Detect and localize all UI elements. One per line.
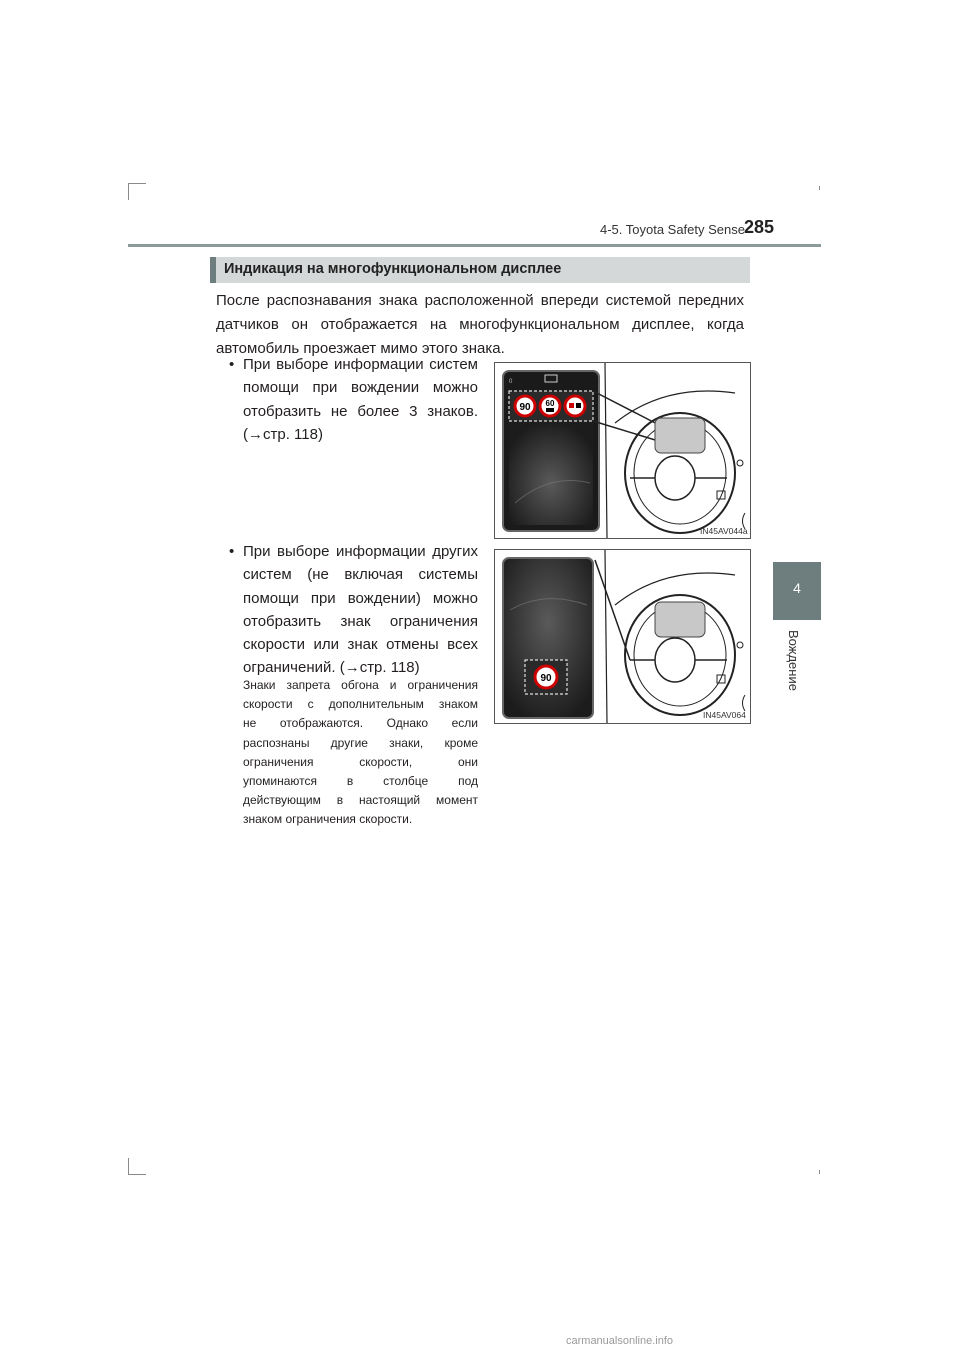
watermark: carmanualsonline.info	[566, 1335, 674, 1347]
section-title-bar	[210, 257, 750, 283]
crop-mark-bottom-left-h	[128, 1174, 146, 1175]
figure-single-sign-display	[494, 549, 751, 724]
intro-paragraph	[216, 289, 744, 361]
intro-line: После распознавания знака расположенной впереди системой передних	[216, 292, 744, 309]
section-title: Индикация на многофункциональном дисплее	[224, 261, 562, 277]
bullet-line: систем (не включая системы	[243, 566, 478, 584]
note-line: ограничения скорости, они	[243, 754, 478, 769]
note-line: не отображаются. Однако если	[243, 716, 478, 731]
bullet-line: помощи при вождении) можно	[243, 589, 478, 607]
intro-line: датчиков он отображается на многофункциональном дисплее, когда	[216, 316, 744, 333]
crop-mark-top-right	[819, 186, 820, 190]
chapter-number: 4	[793, 580, 801, 596]
dashboard-illustration-2	[495, 550, 750, 723]
sign-value: 90	[540, 673, 552, 684]
crop-mark-bottom-right	[819, 1170, 820, 1174]
page-number: 285	[744, 217, 775, 237]
figure-code: IN45AV064	[703, 710, 746, 720]
note-line: знаком ограничения скорости.	[243, 812, 413, 827]
intro-line: автомобиль проезжает мимо этого знака.	[216, 340, 505, 357]
bullet-item-2	[229, 540, 478, 680]
note-line: распознаны другие знаки, кроме	[243, 735, 478, 750]
note-line: упоминаются в столбце под	[243, 774, 478, 789]
crop-mark-top-left-v	[128, 183, 129, 200]
header-rule	[128, 244, 821, 247]
crop-mark-top-left-h	[128, 183, 146, 184]
bullet-line: отобразить не более 3 знаков.	[243, 402, 478, 420]
figure-code: IN45AV044a	[700, 526, 748, 536]
bullet-line: помощи при вождении можно	[243, 379, 478, 397]
bullet-line: отобразить знак ограничения	[243, 612, 478, 630]
sign-value: 60	[545, 399, 555, 408]
figure-multi-sign-display	[494, 362, 751, 539]
no-overtaking-sign-icon	[565, 396, 585, 416]
bullet-marker: •	[229, 356, 235, 373]
svg-text:0: 0	[509, 379, 513, 385]
note-line: действующим в настоящий момент	[243, 793, 478, 808]
chapter-label	[783, 630, 803, 710]
bullet-page-ref: ограничений. (→стр. 118)	[243, 659, 420, 677]
bullet-line: При выборе информации других	[243, 543, 478, 560]
bullet-line: При выборе информации систем	[243, 356, 478, 373]
section-header: 4-5. Toyota Safety Sense	[599, 222, 745, 237]
note-paragraph	[243, 676, 478, 830]
bullet-item-1	[229, 353, 478, 446]
section-title-marker	[210, 257, 216, 283]
chapter-label-text: Вождение	[786, 630, 801, 691]
note-line: Знаки запрета обгона и ограничения	[243, 678, 478, 692]
bullet-marker: •	[229, 543, 235, 560]
bullet-page-ref: (→стр. 118)	[243, 425, 323, 443]
sign-value: 90	[519, 402, 531, 413]
bullet-line: скорости или знак отмены всех	[243, 636, 478, 654]
dashboard-illustration-1	[495, 363, 750, 538]
crop-mark-bottom-left-v	[128, 1158, 129, 1175]
note-line: скорости с дополнительным знаком	[243, 697, 478, 712]
